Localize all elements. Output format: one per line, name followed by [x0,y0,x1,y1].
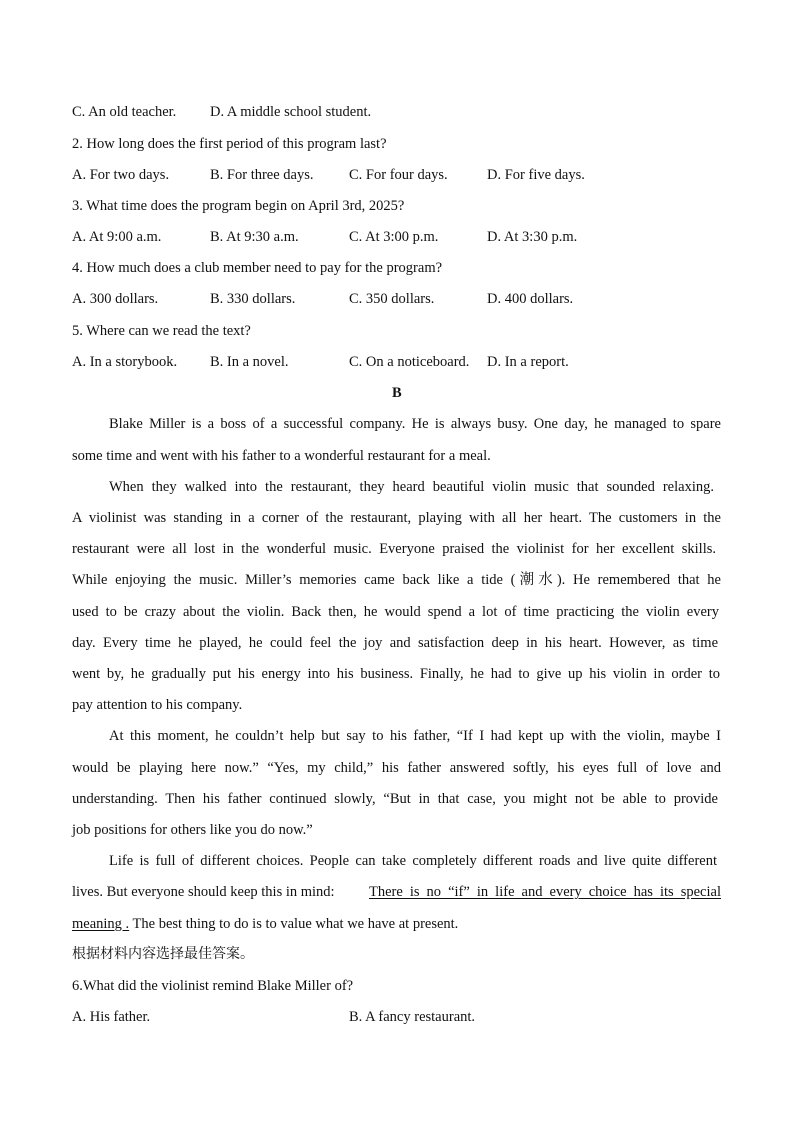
q5-option-c: C. On a noticeboard. [349,354,470,370]
passage-line-1: Blake Miller is a boss of a successful company. He is always busy. One day, he managed to spare [109,416,721,432]
passage-line-13: understanding. Then his father continued slowly, “But in that case, you might not be able to provide [72,791,718,807]
q6-option-a: A. His father. [72,1009,151,1025]
instruction-text: 根据材料内容选择最佳答案。 [72,946,254,962]
passage-line-16 [72,885,335,900]
q2-option-d: D. For five days. [487,167,585,183]
q1-option-c: C. An old teacher. [72,104,177,120]
q3-option-a: A. At 9:00 a.m. [72,229,162,245]
passage-line-18 [72,917,458,932]
q3-option-b: B. At 9:30 a.m. [210,229,299,245]
passage-line-8: day. Every time he played, he could feel the joy and satisfaction deep in his heart. However, as time [72,635,718,651]
q4-option-a: A. 300 dollars. [72,291,159,307]
passage-line-6: While enjoying the music. Miller’s memories came back like a tide (潮水). He remembered that he [72,572,721,588]
q2-option-c: C. For four days. [349,167,448,183]
passage-line-18-text: The best thing to do is to value what we have at present. [129,916,459,932]
q1-option-d: D. A middle school student. [210,104,372,120]
q5-question: 5. Where can we read the text? [72,323,251,339]
passage-line-3: When they walked into the restaurant, they heard beautiful violin music that sounded relaxing. [109,479,714,495]
section-b-heading: B [392,385,402,401]
q4-option-b: B. 330 dollars. [210,291,296,307]
q2-option-b: B. For three days. [210,167,314,183]
passage-line-4: A violinist was standing in a corner of the restaurant, playing with all her heart. The customers in the [72,510,721,526]
q5-option-a: A. In a storybook. [72,354,178,370]
q6-option-b: B. A fancy restaurant. [349,1009,476,1025]
q3-option-c: C. At 3:00 p.m. [349,229,439,245]
passage-line-9: went by, he gradually put his energy into his business. Finally, he had to give up his violin in order to [72,666,720,682]
q5-option-d: D. In a report. [487,354,569,370]
q4-option-d: D. 400 dollars. [487,291,574,307]
underlined-key-sentence: There is no “if” in life and every choice has its special [369,884,721,900]
underlined-key-sentence-end: meaning . [72,916,130,932]
passage-line-11: At this moment, he couldn’t help but say to his father, “If I had kept up with the violin, maybe I [109,728,721,744]
q2-option-a: A. For two days. [72,167,170,183]
q2-question: 2. How long does the first period of this program last? [72,136,387,152]
passage-line-15: Life is full of different choices. People can take completely different roads and live quite different [109,853,717,869]
q6-question: 6.What did the violinist remind Blake Miller of? [72,978,354,994]
q5-option-b: B. In a novel. [210,354,289,370]
q4-option-c: C. 350 dollars. [349,291,435,307]
q3-option-d: D. At 3:30 p.m. [487,229,578,245]
passage-line-12: would be playing here now.” “Yes, my child,” his father answered softly, his eyes full of love and [72,760,721,776]
q3-question: 3. What time does the program begin on April 3rd, 2025? [72,198,405,214]
passage-line-10: pay attention to his company. [72,697,243,713]
passage-line-16-text: lives. But everyone should keep this in mind: [72,884,335,900]
passage-line-7: used to be crazy about the violin. Back then, he would spend a lot of time practicing the violin every [72,604,719,620]
q4-question: 4. How much does a club member need to pay for the program? [72,260,443,276]
passage-line-2: some time and went with his father to a wonderful restaurant for a meal. [72,448,491,464]
passage-line-5: restaurant were all lost in the wonderful music. Everyone praised the violinist for her excellent skills. [72,541,716,557]
passage-line-14: job positions for others like you do now.” [72,822,313,838]
